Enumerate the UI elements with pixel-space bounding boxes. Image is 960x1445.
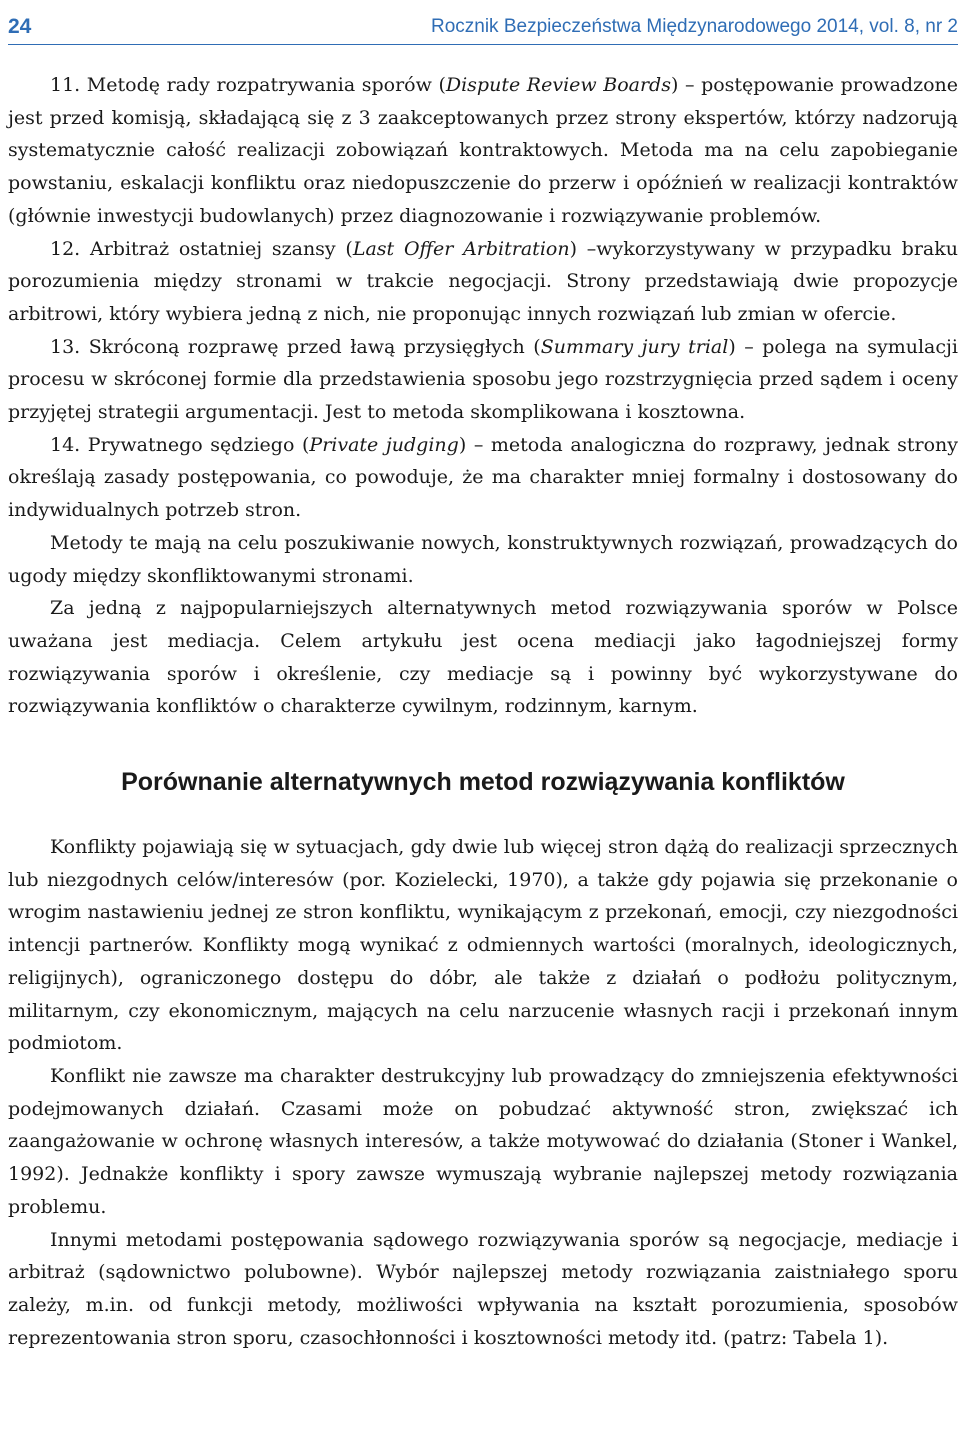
running-head: [8, 0, 958, 45]
paragraph-methods-summary: Metody te mają na celu poszukiwanie nowych, konstruktywnych rozwiązań, prowadzących do ugody między skonfliktowanymi stronami.: [8, 531, 958, 587]
term-summary-jury-trial: Summary jury trial: [540, 335, 729, 358]
paragraph-conflict-nature: Konflikt nie zawsze ma charakter destrukcyjny lub prowadzący do zmniejszenia efektywności podejmowanych działań. Czasami może on pobudzać aktywność stron, zwiększać ich zaangażowanie w ochronę własnych interesów, a także motywować do działania (Stoner i Wankel, 1992). Jednakże konflikty i spory zawsze wymuszają wybranie najlepszej metody rozwiązania problemu.: [8, 1064, 958, 1218]
term-dispute-review-boards: Dispute Review Boards: [445, 74, 671, 96]
paragraph-method-14: 14. Prywatnego sędziego (Private judging) – metoda analogiczna do rozprawy, jednak strony określają zasady postępowania, co powoduje, że ma charakter mniej formalny i dostosowany do indywidualnych potrzeb stron.: [8, 433, 959, 522]
page-number: 24: [8, 15, 32, 38]
paragraph-conflicts-origin: Konflikty pojawiają się w sytuacjach, gdy dwie lub więcej stron dążą do realizacji sprzecznych lub niezgodnych celów/interesów (por. Kozielecki, 1970), a także gdy pojawia się przekonanie o wrogim nastawieniu jednej ze stron konfliktu, wynikającym z przekonań, emocji, czy niezgodności intencji partnerów. Konflikty mogą wynikać z odmiennych wartości (moralnych, ideologicznych, religijnych), ograniczonego dostępu do dóbr, ale także z działań o podłożu politycznym, militarnym, czy ekonomicznym, mających na celu narzucenie własnych racji i przekonań innym podmiotom.: [8, 836, 958, 1055]
paragraph-method-11: 11. Metodę rady rozpatrywania sporów (Dispute Review Boards) – postępowanie prowadzone jest przed komisją, składającą się z 3 zaakceptowanych przez strony ekspertów, którzy nadzorują systematycznie całość realizacji zobowiązań kontraktowych. Metoda ma na celu zapobieganie powstaniu, eskalacji konfliktu oraz niedopuszczenie do przerw i opóźnień w realizacji kontraktów (głównie inwestycji budowlanych) przez diagnozowanie i rozwiązywanie problemów.: [8, 74, 958, 227]
paragraph-article-aim: Za jedną z najpopularniejszych alternatywnych metod rozwiązywania sporów w Polsce uważana jest mediacja. Celem artykułu jest ocena mediacji jako łagodniejszej formy rozwiązywania sporów i określenie, czy mediacje są i powinny być wykorzystywane do rozwiązywania konfliktów o charakterze cywilnym, rodzinnym, karnym.: [8, 597, 958, 718]
body-text: [8, 69, 958, 1354]
journal-title: Rocznik Bezpieczeństwa Międzynarodowego 2014, vol. 8, nr 2: [430, 16, 958, 37]
paragraph-other-methods: Innymi metodami postępowania sądowego rozwiązywania sporów są negocjacje, mediacje i arbitraż (sądownictwo polubowne). Wybór najlepszej metody rozwiązania zaistniałego sporu zależy, m.in. od funkcji metody, możliwości wpływania na kształt porozumienia, sposobów reprezentowania stron sporu, czasochłonności i kosztowności metody itd. (patrz: Tabela 1).: [8, 1228, 958, 1349]
paragraph-method-12: 12. Arbitraż ostatniej szansy (Last Offer Arbitration) –wykorzystywany w przypadku braku porozumienia między stronami w trakcie negocjacji. Strony przedstawiają dwie propozycje arbitrowi, który wybiera jedną z nich, nie proponując innych rozwiązań lub zmian w ofercie.: [8, 237, 958, 325]
document-page: [8, 0, 958, 1354]
section-heading: Porównanie alternatywnych metod rozwiązywania konfliktów: [121, 768, 845, 797]
term-private-judging: Private judging: [309, 433, 459, 456]
paragraph-method-13: 13. Skróconą rozprawę przed ławą przysięgłych (Summary jury trial) – polega na symulacji procesu w skróconej formie dla przedstawienia sposobu jego rozstrzygnięcia przed sądem i oceny przyjętej strategii argumentacji. Jest to metoda skomplikowana i kosztowna.: [8, 335, 958, 424]
term-last-offer-arbitration: Last Offer Arbitration: [352, 237, 570, 260]
